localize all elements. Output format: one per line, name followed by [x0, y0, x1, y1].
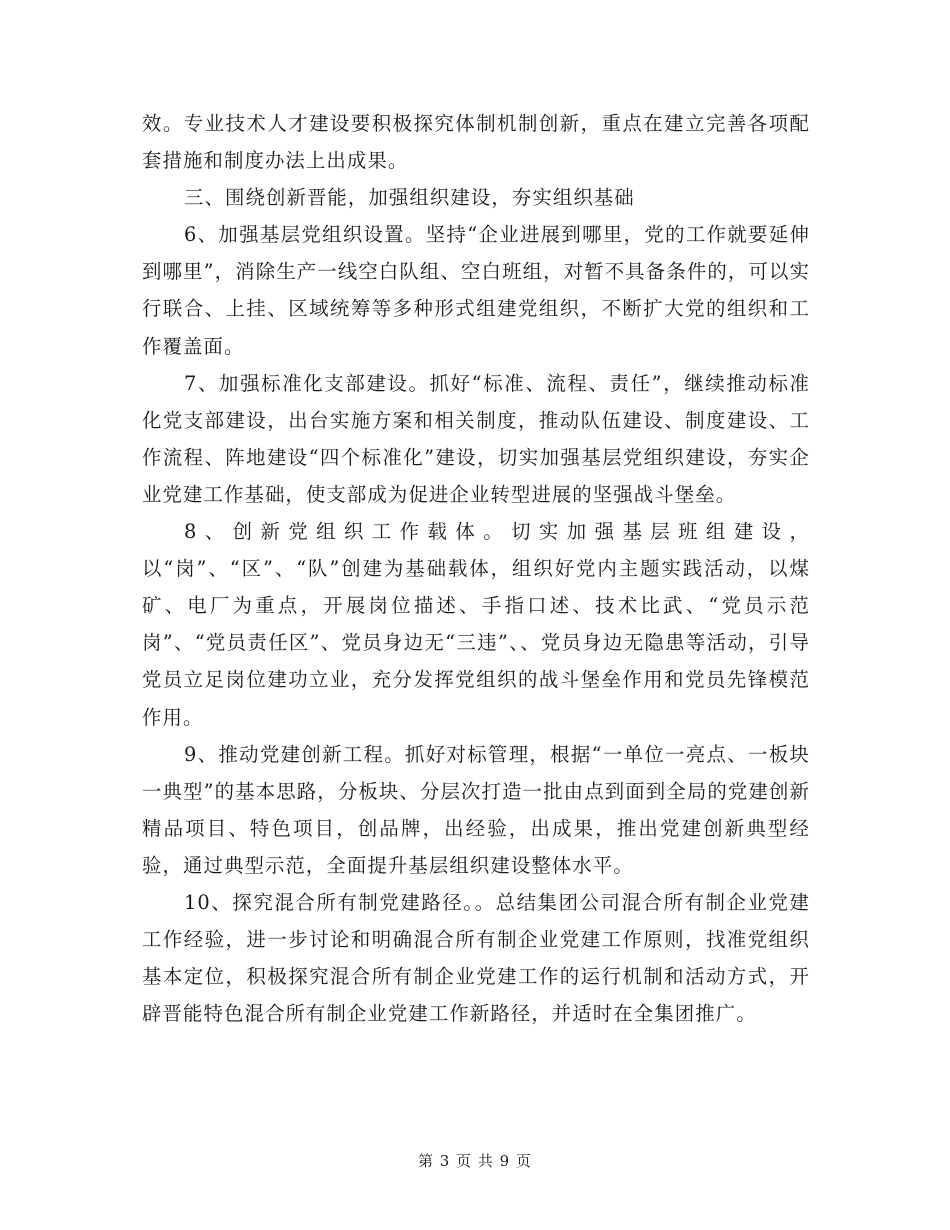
paragraph-item-9: 9、推动党建创新工程。抓好对标管理，根据“一单位一亮点、一板块一典型”的基本思路，分板块、分层次打造一批由点到面到全局的党建创新精品项目、特色项目，创品牌，出经验，出成果，推出党建创新典型经验，通过典型示范，全面提升基层组织建设整体水平。: [142, 742, 810, 877]
page-number-footer: 第 3 页 共 9 页: [418, 1152, 532, 1170]
paragraph-item-8: 8、创新党组织工作载体。切实加强基层班组建设，以“岗”、“区”、“队”创建为基础载体，组织好党内主题实践活动，以煤矿、电厂为重点，开展岗位描述、手指口述、技术比武、“党员示范岗”、“党员责任区”、党员身边无“三违”、、党员身边无隐患等活动，引导党员立足岗位建功立业，充分发挥党组织的战斗堡垒作用和党员先锋模范作用。: [142, 520, 810, 729]
paragraph-continuation: 效。专业技术人才建设要积极探究体制机制创新，重点在建立完善各项配套措施和制度办法上出成果。: [142, 112, 810, 173]
paragraph-item-6: 6、加强基层党组织设置。坚持“企业进展到哪里，党的工作就要延伸到哪里”，消除生产一线空白队组、空白班组，对暂不具备条件的，可以实行联合、上挂、区域统筹等多种形式组建党组织，不断扩大党的组织和工作覆盖面。: [142, 223, 810, 358]
section-heading-3: 三、围绕创新晋能，加强组织建设，夯实组织基础: [184, 186, 635, 210]
document-body: [142, 105, 810, 1032]
paragraph-item-7: 7、加强标准化支部建设。抓好“标准、流程、责任”，继续推动标准化党支部建设，出台实施方案和相关制度，推动队伍建设、制度建设、工作流程、阵地建设“四个标准化”建设，切实加强基层党组织建设，夯实企业党建工作基础，使支部成为促进企业转型进展的坚强战斗堡垒。: [142, 371, 810, 506]
paragraph-item-10: 10、探究混合所有制党建路径。。总结集团公司混合所有制企业党建工作经验，进一步讨论和明确混合所有制企业党建工作原则，找准党组织基本定位，积极探究混合所有制企业党建工作的运行机制和活动方式，开辟晋能特色混合所有制企业党建工作新路径，并适时在全集团推广。: [142, 890, 810, 1026]
